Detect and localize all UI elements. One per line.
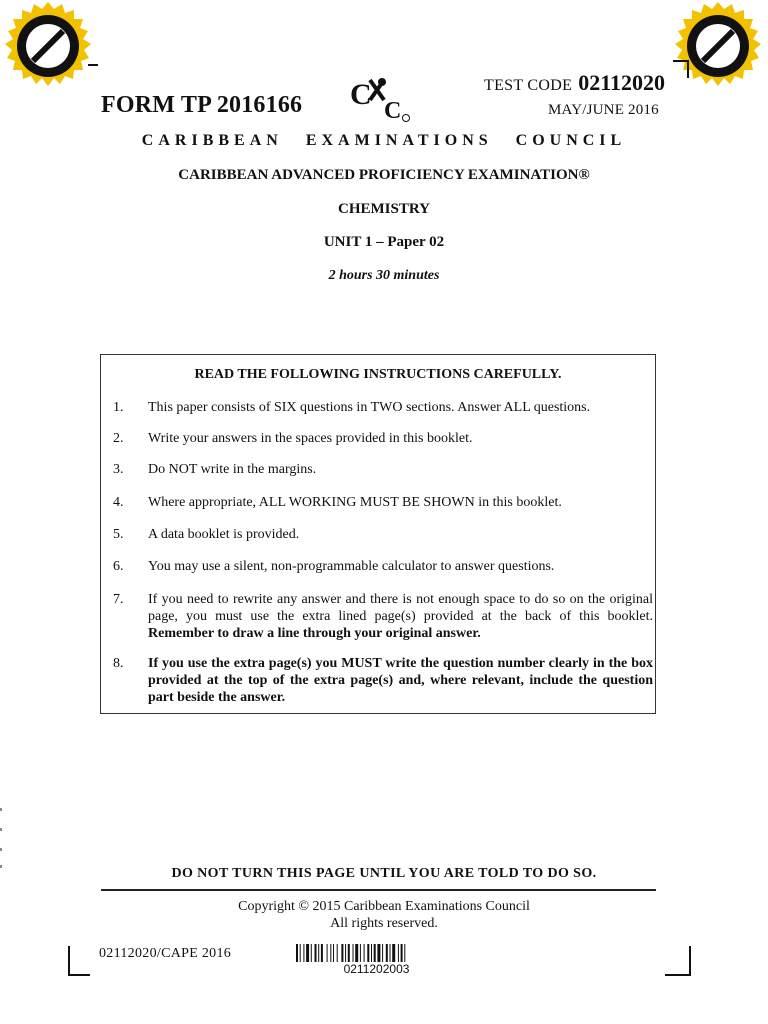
instruction-text: A data booklet is provided. bbox=[148, 527, 300, 542]
instruction-text: Do NOT write in the margins. bbox=[148, 462, 317, 477]
barcode-number: 0211202003 bbox=[343, 962, 410, 976]
instruction-number: 6. bbox=[113, 559, 124, 574]
stamp-badge-icon bbox=[672, 0, 764, 92]
instruction-number: 2. bbox=[113, 431, 124, 446]
copyright-line-1: Copyright © 2015 Caribbean Examinations Council bbox=[238, 899, 530, 914]
svg-text:C: C bbox=[350, 78, 372, 111]
form-code: FORM TP 2016166 bbox=[101, 92, 303, 118]
margin-ticks bbox=[0, 808, 2, 868]
pdf-xchange-stamp-left[interactable] bbox=[2, 0, 94, 92]
test-code-value: 02112020 bbox=[578, 70, 665, 95]
exam-duration: 2 hours 30 minutes bbox=[328, 268, 440, 283]
pdf-xchange-stamp-right[interactable] bbox=[672, 0, 764, 92]
exam-name: CARIBBEAN ADVANCED PROFICIENCY EXAMINATION® bbox=[178, 167, 590, 183]
footer-rule bbox=[101, 889, 656, 891]
instruction-text: Write your answers in the spaces provided in this booklet. bbox=[148, 431, 473, 446]
copyright-line-2: All rights reserved. bbox=[330, 916, 438, 931]
registration-mark-bottom-left bbox=[68, 946, 90, 976]
registration-mark-bottom-right bbox=[665, 946, 691, 976]
paper-code: 02112020/CAPE 2016 bbox=[99, 946, 232, 961]
cxc-logo-icon bbox=[348, 74, 412, 122]
instruction-text: This paper consists of SIX questions in TWO sections. Answer ALL questions. bbox=[148, 400, 591, 415]
instruction-number: 5. bbox=[113, 527, 124, 542]
barcode-icon bbox=[296, 944, 457, 962]
instruction-number: 8. bbox=[113, 656, 124, 671]
instruction-text-group bbox=[148, 591, 653, 642]
registration-mark-top-left bbox=[88, 64, 98, 66]
barcode bbox=[296, 944, 457, 962]
instruction-text: If you need to rewrite any answer and there is not enough space to do so on the original page, you must use the extra lined page(s) provided at the back of this booklet. bbox=[148, 592, 653, 624]
svg-text:C: C bbox=[384, 98, 402, 122]
instruction-text: If you use the extra page(s) you MUST write the question number clearly in the box provided at the top of the extra page(s) and, where relevant, include the question part beside the answer. bbox=[148, 656, 653, 705]
council-name: CARIBBEAN EXAMINATIONS COUNCIL bbox=[141, 132, 627, 149]
instruction-number: 4. bbox=[113, 495, 124, 510]
subject-name: CHEMISTRY bbox=[338, 201, 430, 217]
instructions-box bbox=[100, 354, 656, 714]
instructions-heading: READ THE FOLLOWING INSTRUCTIONS CAREFULLY. bbox=[194, 367, 562, 382]
stamp-badge-icon bbox=[2, 0, 94, 92]
registration-mark-top-right bbox=[673, 60, 689, 78]
test-code-label: TEST CODE bbox=[484, 77, 573, 94]
unit-paper: UNIT 1 – Paper 02 bbox=[323, 234, 445, 250]
instruction-bold-note: Remember to draw a line through your original answer. bbox=[148, 626, 481, 641]
instruction-text: You may use a silent, non-programmable calculator to answer questions. bbox=[148, 559, 555, 574]
exam-session: MAY/JUNE 2016 bbox=[548, 102, 659, 118]
do-not-turn-warning: DO NOT TURN THIS PAGE UNTIL YOU ARE TOLD TO DO SO. bbox=[171, 866, 597, 881]
test-code bbox=[484, 70, 665, 96]
cxc-logo bbox=[348, 74, 412, 122]
copyright bbox=[0, 898, 768, 932]
instruction-number: 7. bbox=[113, 592, 124, 607]
instruction-number: 3. bbox=[113, 462, 124, 477]
instruction-number: 1. bbox=[113, 400, 124, 415]
instruction-text: Where appropriate, ALL WORKING MUST BE SHOWN in this booklet. bbox=[148, 495, 562, 510]
